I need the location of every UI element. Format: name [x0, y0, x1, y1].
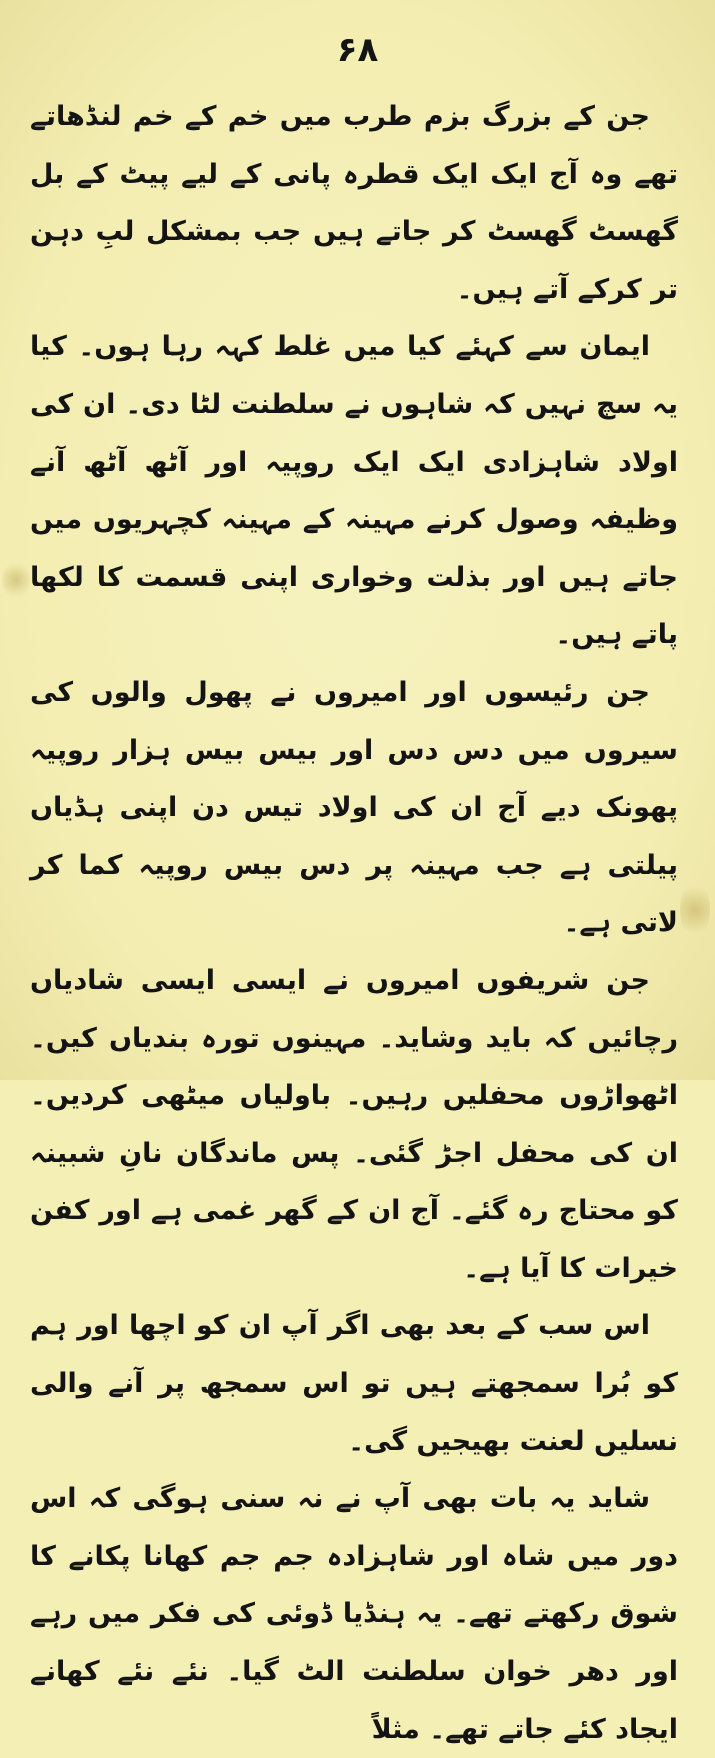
- paragraph: جن کے بزرگ بزم طرب میں خم کے خم لنڈھاتے تھے وہ آج ایک ایک قطرہ پانی کے لیے پیٹ کے بل گھسٹ گھسٹ کر جاتے ہیں جب بمشکل لبِ دہن تر کرکے آتے ہیں۔: [30, 101, 678, 305]
- page-number: ۶۸: [336, 30, 379, 70]
- paragraph: جن رئیسوں اور امیروں نے پھول والوں کی سیروں میں دس دس اور بیس بیس ہزار روپیہ پھونک دیے آج ان کی اولاد تیس دن اپنی ہڈیاں پیلتی ہے جب مہینہ پر دس بیس روپیہ کما کر لاتی ہے۔: [30, 676, 678, 939]
- paper-stain: [680, 880, 710, 940]
- paragraph: اس سب کے بعد بھی اگر آپ ان کو اچھا اور ہم کو بُرا سمجھتے ہیں تو اس سمجھ پر آنے والی نسلیں لعنت بھیجیں گی۔: [30, 1310, 678, 1457]
- paragraph: جن شریفوں امیروں نے ایسی ایسی شادیاں رچائیں کہ باید وشاید۔ مہینوں تورہ بندیاں کیں۔ اٹھواڑوں محفلیں رہیں۔ باولیاں میٹھی کردیں۔ ان کی محفل اجڑ گئی۔ پس ماندگان نانِ شبینہ کو محتاج رہ گئے۔ آج ان کے گھر غمی ہے اور کفن خیرات کا آیا ہے۔: [30, 964, 678, 1284]
- paper-stain: [2, 560, 30, 600]
- body-text: [30, 88, 678, 1758]
- paragraph: شاید یہ بات بھی آپ نے نہ سنی ہوگی کہ اس دور میں شاہ اور شاہزادہ جم جم کھانا پکانے کا شوق رکھتے تھے۔ یہ ہنڈیا ڈوئی کی فکر میں رہے اور دھر خوان سلطنت الٹ گیا۔ نئے نئے کھانے ایجاد کئے جاتے تھے۔ مثلاً: [30, 1483, 678, 1745]
- paragraph: ایمان سے کہئے کیا میں غلط کہہ رہا ہوں۔ کیا یہ سچ نہیں کہ شاہوں نے سلطنت لٹا دی۔ ان کی اولاد شاہزادی ایک ایک روپیہ اور آٹھ آٹھ آنے وظیفہ وصول کرنے مہینہ کے مہینہ کچہریوں میں جاتے ہیں اور بذلت وخواری اپنی قسمت کا لکھا پاتے ہیں۔: [30, 331, 678, 651]
